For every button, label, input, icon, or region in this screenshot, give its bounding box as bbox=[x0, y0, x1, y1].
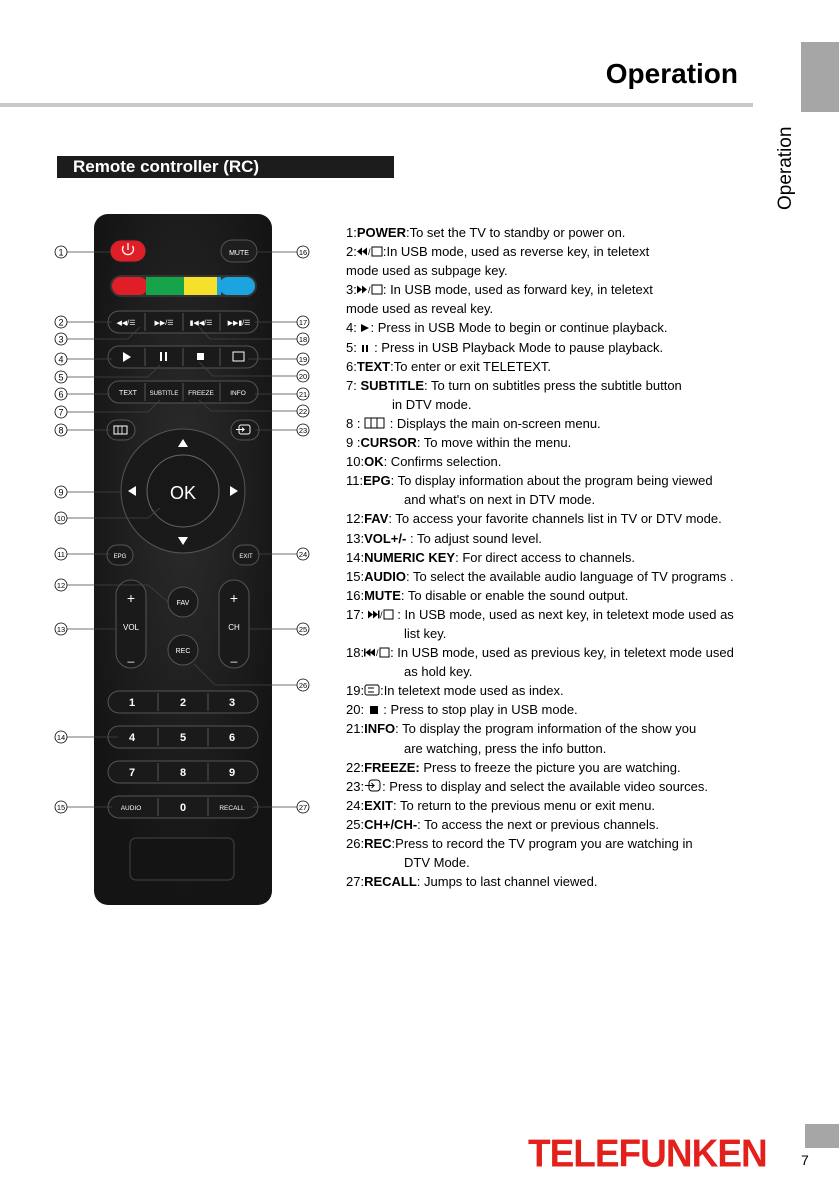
digit-1: 1 bbox=[128, 697, 136, 709]
desc-text: : To disable or enable the sound output. bbox=[400, 587, 629, 603]
desc-number: 20: bbox=[346, 702, 368, 718]
desc-line: as hold key. bbox=[404, 664, 473, 680]
desc-text: : Press in USB Mode to begin or continue playback. bbox=[370, 320, 668, 336]
svg-text:13: 13 bbox=[56, 625, 66, 634]
svg-text:23: 23 bbox=[298, 426, 308, 435]
callout-10 bbox=[55, 512, 67, 524]
desc-key: OK bbox=[364, 454, 384, 470]
desc-text: : Press to display and select the available video sources. bbox=[382, 778, 708, 794]
desc-number: 3: bbox=[346, 282, 357, 298]
svg-text:5: 5 bbox=[58, 372, 64, 383]
desc-line: DTV Mode. bbox=[404, 855, 470, 871]
recall-label: RECALL bbox=[219, 805, 245, 812]
desc-number: 18: bbox=[346, 645, 365, 661]
menu-button bbox=[107, 420, 135, 440]
desc-line bbox=[346, 280, 826, 299]
desc-line bbox=[346, 719, 826, 738]
desc-number: 12: bbox=[346, 511, 365, 527]
desc-line bbox=[346, 471, 826, 490]
remote-illustration bbox=[0, 200, 340, 920]
callout-17 bbox=[297, 316, 309, 328]
desc-number: 10: bbox=[346, 454, 365, 470]
svg-text:2: 2 bbox=[58, 317, 64, 328]
svg-text:/: / bbox=[367, 285, 371, 296]
callout-5 bbox=[55, 371, 67, 383]
desc-number: 22: bbox=[346, 759, 365, 775]
svg-text:3: 3 bbox=[58, 334, 64, 345]
blue-key bbox=[219, 277, 255, 295]
callout-3 bbox=[55, 333, 67, 345]
desc-number: 5: bbox=[346, 339, 361, 355]
svg-text:1: 1 bbox=[58, 247, 64, 258]
desc-key: POWER bbox=[356, 225, 406, 240]
desc-key: SUBTITLE bbox=[360, 377, 425, 393]
desc-number: 25: bbox=[346, 816, 365, 832]
callout-9 bbox=[55, 486, 67, 498]
desc-key: REC bbox=[364, 836, 392, 851]
callout-23 bbox=[297, 424, 309, 436]
desc-key: AUDIO bbox=[364, 568, 406, 584]
ok-label: OK bbox=[169, 483, 197, 503]
desc-text: : To turn on subtitles press the subtitle button bbox=[424, 377, 682, 393]
play-icon bbox=[360, 319, 370, 338]
svg-text:14: 14 bbox=[56, 733, 66, 742]
ch-rocker bbox=[219, 580, 249, 668]
color-keys bbox=[110, 275, 257, 297]
side-label: Operation bbox=[775, 126, 796, 210]
previous-icon: ▮◀◀/☰ bbox=[189, 320, 213, 327]
callout-6 bbox=[55, 388, 67, 400]
desc-text: :In teletext mode used as index. bbox=[380, 683, 564, 699]
epg-button bbox=[107, 545, 133, 565]
svg-text:10: 10 bbox=[56, 514, 66, 523]
svg-text:18: 18 bbox=[298, 335, 308, 344]
prev-hold-icon bbox=[364, 644, 390, 663]
desc-text: : To display information about the program being viewed bbox=[390, 473, 713, 489]
svg-text:12: 12 bbox=[56, 581, 66, 590]
svg-text:6: 6 bbox=[58, 389, 64, 400]
desc-key: CURSOR bbox=[360, 435, 417, 451]
desc-line bbox=[346, 643, 826, 662]
desc-line bbox=[346, 815, 826, 834]
desc-key: MUTE bbox=[364, 587, 401, 603]
desc-key: CH+/CH- bbox=[364, 816, 418, 832]
rewind-icon: ◀◀/☰ bbox=[116, 320, 136, 327]
svg-text:19: 19 bbox=[298, 355, 308, 364]
desc-key: NUMERIC KEY bbox=[364, 549, 456, 565]
playback-row bbox=[108, 346, 258, 368]
source-button bbox=[231, 420, 259, 440]
desc-line bbox=[346, 758, 826, 777]
svg-text:8: 8 bbox=[58, 425, 64, 436]
side-tab bbox=[801, 42, 839, 112]
callout-8 bbox=[55, 424, 67, 436]
callout-21 bbox=[297, 388, 309, 400]
callout-2 bbox=[55, 316, 67, 328]
desc-line bbox=[346, 777, 826, 796]
desc-text: : To display the program information of the show you bbox=[395, 721, 697, 737]
desc-text: : For direct access to channels. bbox=[455, 549, 636, 565]
svg-text:20: 20 bbox=[298, 372, 308, 381]
digit-2: 2 bbox=[179, 697, 187, 709]
desc-line bbox=[346, 872, 826, 891]
desc-text: :To enter or exit TELETEXT. bbox=[390, 358, 551, 374]
desc-text: : To adjust sound level. bbox=[406, 530, 542, 546]
info-label: INFO bbox=[230, 390, 246, 397]
next-icon: ▶▶▮/☰ bbox=[227, 320, 251, 327]
desc-number: 6: bbox=[346, 358, 357, 374]
desc-number: 1: bbox=[346, 225, 357, 240]
rec-button bbox=[168, 635, 198, 665]
desc-line bbox=[346, 681, 826, 700]
desc-line bbox=[346, 433, 826, 452]
desc-line bbox=[346, 338, 826, 357]
desc-key: FREEZE: bbox=[364, 759, 420, 775]
desc-key: VOL+/- bbox=[364, 530, 407, 546]
digit-8: 8 bbox=[179, 767, 187, 779]
audio-label: AUDIO bbox=[120, 805, 142, 812]
desc-key: RECALL bbox=[364, 874, 417, 890]
pause-icon bbox=[360, 339, 370, 358]
desc-text: : To select the available audio language of TV programs . bbox=[405, 568, 734, 584]
desc-line bbox=[346, 242, 826, 261]
svg-text:26: 26 bbox=[298, 681, 308, 690]
svg-text:22: 22 bbox=[298, 407, 308, 416]
svg-text:4: 4 bbox=[58, 354, 64, 365]
digit-9: 9 bbox=[228, 767, 236, 779]
svg-text:24: 24 bbox=[298, 550, 308, 559]
ch-label: CH bbox=[228, 623, 240, 632]
desc-text: : Press to stop play in USB mode. bbox=[379, 702, 578, 718]
desc-line: mode used as reveal key. bbox=[346, 301, 494, 317]
desc-text: : In USB mode, used as next key, in teletext mode used as bbox=[393, 606, 734, 622]
mute-button bbox=[221, 240, 257, 262]
desc-number: 4: bbox=[346, 320, 361, 336]
desc-number: 26: bbox=[346, 836, 365, 851]
stop-icon bbox=[197, 353, 204, 360]
desc-number: 9 : bbox=[346, 435, 361, 451]
callout-11 bbox=[55, 548, 67, 560]
header-rule bbox=[0, 103, 753, 107]
svg-text:9: 9 bbox=[58, 487, 64, 498]
callout-24 bbox=[297, 548, 309, 560]
desc-text: : Confirms selection. bbox=[383, 454, 502, 470]
desc-number: 27: bbox=[346, 874, 365, 890]
exit-label: EXIT bbox=[239, 554, 253, 560]
desc-line bbox=[346, 452, 826, 471]
desc-line bbox=[346, 605, 826, 624]
desc-text: Press to freeze the picture you are watching. bbox=[419, 759, 681, 775]
desc-text: : To move within the menu. bbox=[416, 435, 572, 451]
desc-line bbox=[346, 796, 826, 815]
desc-number: 14: bbox=[346, 549, 365, 565]
desc-line bbox=[346, 548, 826, 567]
desc-text: : To access the next or previous channels. bbox=[417, 816, 660, 832]
text-label: TEXT bbox=[119, 390, 137, 397]
desc-key: EXIT bbox=[364, 797, 393, 813]
fast-forward-icon: ▶▶/☰ bbox=[154, 320, 174, 327]
desc-line bbox=[346, 700, 826, 719]
callout-12 bbox=[55, 579, 67, 591]
power-button bbox=[110, 240, 146, 262]
desc-number: 19: bbox=[346, 683, 365, 699]
svg-text:17: 17 bbox=[298, 318, 308, 327]
svg-text:21: 21 bbox=[298, 390, 308, 399]
desc-text: : In USB mode, used as forward key, in teletext bbox=[382, 282, 653, 298]
callout-4 bbox=[55, 353, 67, 365]
callout-22 bbox=[297, 405, 309, 417]
desc-number: 15: bbox=[346, 568, 365, 584]
desc-number: 11: bbox=[346, 473, 364, 489]
callout-7 bbox=[55, 406, 67, 418]
menu-icon bbox=[364, 415, 386, 434]
fav-label: FAV bbox=[176, 600, 190, 607]
section-title: Remote controller (RC) bbox=[73, 157, 260, 176]
page-number-tab bbox=[805, 1124, 839, 1148]
fav-button bbox=[168, 587, 198, 617]
index-icon bbox=[364, 682, 380, 701]
desc-line bbox=[346, 567, 826, 586]
text-row bbox=[108, 381, 258, 403]
desc-text: : Displays the main on-screen menu. bbox=[386, 415, 601, 431]
rec-label: REC bbox=[175, 648, 191, 655]
desc-number: 21: bbox=[346, 721, 365, 737]
callout-13 bbox=[55, 623, 67, 635]
page-number: 7 bbox=[801, 1152, 809, 1168]
rew-subpage-icon bbox=[357, 243, 383, 262]
callout-20 bbox=[297, 370, 309, 382]
key-descriptions bbox=[346, 223, 826, 891]
svg-text:/: / bbox=[376, 648, 379, 659]
callout-15 bbox=[55, 801, 67, 813]
callout-27 bbox=[297, 801, 309, 813]
transport-row bbox=[108, 311, 258, 333]
desc-text: :Press to record the TV program you are watching in bbox=[391, 836, 693, 851]
mute-label: MUTE bbox=[229, 250, 249, 257]
vol-plus: + bbox=[126, 590, 136, 606]
svg-text:27: 27 bbox=[298, 803, 308, 812]
desc-number: 13: bbox=[346, 530, 365, 546]
callout-26 bbox=[297, 679, 309, 691]
desc-text: : In USB mode, used as previous key, in teletext mode used bbox=[390, 645, 734, 661]
ch-minus: _ bbox=[230, 649, 238, 663]
ir-window bbox=[130, 838, 234, 880]
callout-19 bbox=[297, 353, 309, 365]
desc-line bbox=[346, 357, 826, 376]
callout-25 bbox=[297, 623, 309, 635]
ch-plus: + bbox=[229, 590, 239, 606]
desc-number: 2: bbox=[346, 244, 357, 260]
freeze-label: FREEZE bbox=[188, 390, 214, 397]
digit-4: 4 bbox=[128, 732, 136, 744]
callout-1 bbox=[55, 246, 67, 258]
desc-key: TEXT bbox=[356, 358, 391, 374]
digit-5: 5 bbox=[179, 732, 187, 744]
desc-line: list key. bbox=[404, 625, 447, 641]
red-key bbox=[112, 277, 148, 295]
epg-label: EPG bbox=[113, 554, 127, 560]
svg-text:16: 16 bbox=[298, 248, 308, 257]
svg-text:25: 25 bbox=[298, 625, 308, 634]
desc-key: INFO bbox=[364, 721, 396, 737]
desc-number: 23: bbox=[346, 778, 365, 794]
desc-number: 24: bbox=[346, 797, 365, 813]
desc-number: 16: bbox=[346, 587, 365, 603]
desc-text: : Press in USB Playback Mode to pause playback. bbox=[370, 339, 664, 355]
vol-minus: _ bbox=[127, 649, 135, 663]
svg-text:/: / bbox=[367, 247, 371, 258]
desc-line bbox=[346, 223, 826, 242]
callout-16 bbox=[297, 246, 309, 258]
svg-text:7: 7 bbox=[58, 407, 64, 418]
desc-line: in DTV mode. bbox=[392, 396, 472, 412]
desc-text: : To access your favorite channels list in TV or DTV mode. bbox=[388, 511, 722, 527]
desc-line: and what's on next in DTV mode. bbox=[404, 492, 596, 508]
desc-line bbox=[346, 376, 826, 395]
svg-text:11: 11 bbox=[57, 550, 65, 559]
brand-logo: TELEFUNKEN bbox=[528, 1131, 767, 1175]
digit-6: 6 bbox=[228, 732, 236, 744]
callout-18 bbox=[297, 333, 309, 345]
digit-3: 3 bbox=[228, 697, 236, 709]
vol-label: VOL bbox=[122, 623, 140, 632]
desc-line bbox=[346, 318, 826, 337]
desc-text: :To set the TV to standby or power on. bbox=[405, 225, 626, 240]
ff-reveal-icon bbox=[357, 281, 383, 300]
svg-text:/: / bbox=[379, 609, 383, 620]
digit-0: 0 bbox=[179, 802, 187, 814]
desc-text: :In USB mode, used as reverse key, in teletext bbox=[382, 244, 650, 260]
desc-line bbox=[346, 586, 826, 605]
vol-rocker bbox=[116, 580, 146, 668]
desc-text: : To return to the previous menu or exit menu. bbox=[392, 797, 656, 813]
subtitle-label: SUBTITLE bbox=[149, 391, 179, 397]
desc-key: FAV bbox=[364, 511, 389, 527]
next-list-icon bbox=[368, 606, 394, 625]
source-icon bbox=[364, 778, 382, 797]
desc-key: EPG bbox=[363, 473, 391, 489]
yellow-key bbox=[184, 277, 221, 295]
desc-line: are watching, press the info button. bbox=[404, 740, 607, 756]
desc-line bbox=[346, 414, 826, 433]
svg-text:15: 15 bbox=[56, 803, 66, 812]
navigation-pad bbox=[121, 429, 245, 553]
desc-line bbox=[346, 509, 826, 528]
digit-7: 7 bbox=[128, 767, 136, 779]
page-title: Operation bbox=[605, 58, 738, 89]
desc-line bbox=[346, 529, 826, 548]
callout-14 bbox=[55, 731, 67, 743]
green-key bbox=[147, 277, 184, 295]
desc-line: mode used as subpage key. bbox=[346, 263, 508, 279]
desc-line bbox=[346, 834, 826, 853]
desc-number: 8 : bbox=[346, 415, 365, 431]
desc-number: 17: bbox=[346, 606, 368, 622]
exit-button bbox=[233, 545, 259, 565]
desc-text: : Jumps to last channel viewed. bbox=[416, 874, 598, 890]
stop-icon bbox=[368, 701, 380, 720]
desc-number: 7: bbox=[346, 377, 361, 393]
